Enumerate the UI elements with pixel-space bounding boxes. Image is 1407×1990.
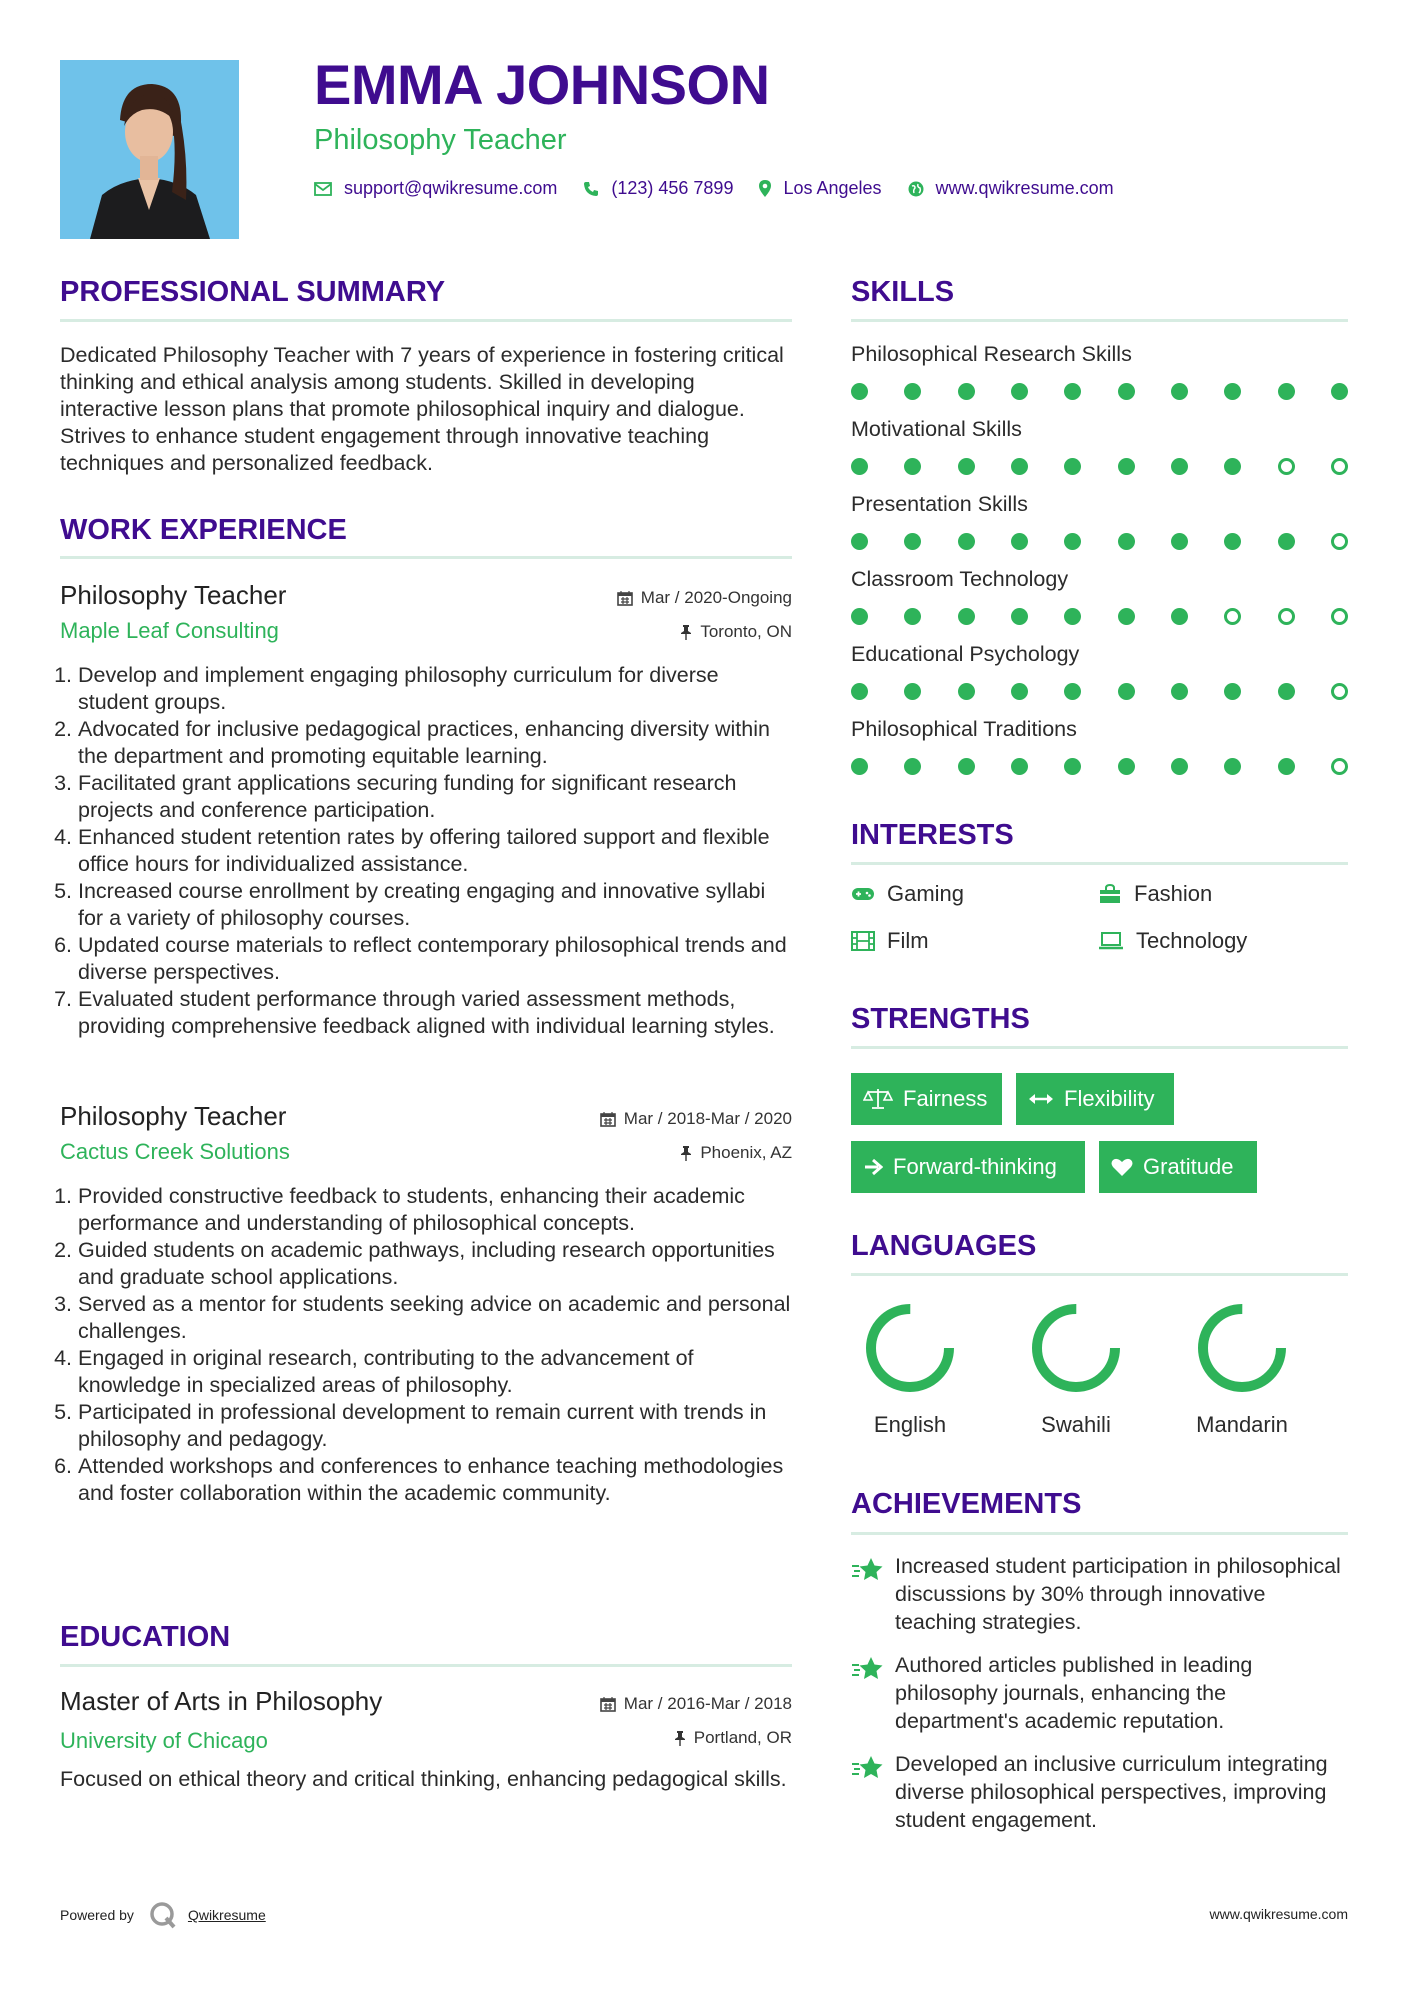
interest-label: Gaming <box>887 881 965 906</box>
skill-dot-filled <box>958 608 975 625</box>
skill-dot-filled <box>1224 458 1241 475</box>
candidate-role: Philosophy Teacher <box>314 124 567 156</box>
skill-dot-filled <box>1064 533 1081 550</box>
job-bullet: 2. Guided students on academic pathways, including research opportunities and graduate school applications. <box>78 1237 792 1291</box>
skill-dot-filled <box>1064 383 1081 400</box>
education-location <box>674 1728 792 1748</box>
skill-dot-filled <box>958 458 975 475</box>
star-icon-wrap <box>851 1651 895 1735</box>
star-icon-wrap <box>851 1750 895 1834</box>
skill-dot-filled <box>1224 533 1241 550</box>
skill-name: Presentation Skills <box>851 492 1028 516</box>
skill-dot-filled <box>1278 533 1295 550</box>
skill-dot-filled <box>904 533 921 550</box>
contact-email[interactable] <box>314 178 557 199</box>
strength-forward-thinking <box>851 1141 1085 1193</box>
skill-dot-filled <box>1011 383 1028 400</box>
interest-label: Fashion <box>1134 881 1213 906</box>
job-title: Philosophy Teacher <box>60 580 287 610</box>
skill-dot-filled <box>1171 458 1188 475</box>
star-icon <box>851 1655 885 1683</box>
footer-website[interactable]: www.qwikresume.com <box>1209 1906 1348 1922</box>
summary-heading: PROFESSIONAL SUMMARY <box>60 276 446 308</box>
skill-dot-filled <box>1011 683 1028 700</box>
arrows-h-icon <box>1028 1092 1054 1106</box>
skill-dot-filled <box>1064 458 1081 475</box>
star-icon <box>851 1556 885 1584</box>
job-bullet: 5. Participated in professional development to remain current with trends in philosophy and pedagogy. <box>78 1399 792 1453</box>
skill-dot-filled <box>1011 758 1028 775</box>
contact-email-text: support@qwikresume.com <box>344 178 558 198</box>
interests-rule <box>851 862 1348 865</box>
interest-label: Technology <box>1136 928 1248 953</box>
globe-icon <box>908 181 924 197</box>
skill-name: Philosophical Traditions <box>851 717 1077 741</box>
strength-label: Flexibility <box>1064 1086 1155 1111</box>
calendar-icon <box>600 1696 616 1712</box>
skill-dot-filled <box>904 608 921 625</box>
job-title: Philosophy Teacher <box>60 1101 287 1131</box>
achievements-rule <box>851 1532 1348 1535</box>
skill-name: Philosophical Research Skills <box>851 342 1132 366</box>
skill-dot-filled <box>1011 458 1028 475</box>
calendar-icon <box>600 1111 616 1127</box>
balance-scale-icon <box>863 1088 893 1110</box>
skill-dot-empty <box>1331 683 1348 700</box>
language-name: Mandarin <box>1196 1412 1288 1437</box>
language-progress-arc <box>1203 1309 1281 1387</box>
language-progress-arc <box>871 1309 949 1387</box>
languages-rule <box>851 1273 1348 1276</box>
star-icon-wrap <box>851 1552 895 1636</box>
skill-name: Classroom Technology <box>851 567 1069 591</box>
skill-dot-filled <box>851 608 868 625</box>
achievement-item <box>851 1552 1348 1636</box>
calendar-icon <box>617 590 633 606</box>
skill-rating <box>851 458 1348 475</box>
job-bullet: 3. Served as a mentor for students seeking advice on academic and personal challenges. <box>78 1291 792 1345</box>
job-bullet: 1. Provided constructive feedback to students, enhancing their academic performance and understanding of philosophical concepts. <box>78 1183 792 1237</box>
contact-location <box>759 178 881 199</box>
achievements-heading: ACHIEVEMENTS <box>851 1488 1082 1520</box>
skill-dot-filled <box>904 683 921 700</box>
language-item <box>1172 1300 1312 1438</box>
map-marker-icon <box>759 180 771 197</box>
skill-dot-empty <box>1278 458 1295 475</box>
strength-flexibility <box>1016 1073 1174 1125</box>
skill-dot-filled <box>958 683 975 700</box>
skill-dot-filled <box>851 458 868 475</box>
language-item <box>840 1300 980 1438</box>
strengths-rule <box>851 1046 1348 1049</box>
language-progress-arc <box>1037 1309 1115 1387</box>
language-progress-ring <box>1028 1300 1124 1396</box>
skill-name: Educational Psychology <box>851 642 1080 666</box>
skill-dot-filled <box>1224 683 1241 700</box>
skill-dot-filled <box>958 533 975 550</box>
job-dates <box>617 588 792 608</box>
education-dates <box>600 1694 792 1714</box>
contact-website[interactable] <box>908 178 1114 199</box>
candidate-name: EMMA JOHNSON <box>314 53 770 116</box>
job-bullet: 3. Facilitated grant applications securing funding for significant research projects and conference participation. <box>78 770 792 824</box>
bag-icon <box>1098 884 1122 904</box>
strength-label: Gratitude <box>1143 1154 1234 1179</box>
skill-dot-filled <box>1064 758 1081 775</box>
phone-icon <box>583 181 599 197</box>
language-item <box>1006 1300 1146 1438</box>
job-location-text: Toronto, ON <box>700 622 792 641</box>
pushpin-icon <box>680 1145 692 1161</box>
skill-dot-filled <box>1278 383 1295 400</box>
skill-dot-filled <box>851 683 868 700</box>
interest-film <box>851 928 929 954</box>
job-dates-text: Mar / 2018-Mar / 2020 <box>623 1109 792 1128</box>
job-location <box>680 1143 792 1163</box>
skill-rating <box>851 683 1348 700</box>
language-name: English <box>873 1412 947 1437</box>
skill-dot-filled <box>1171 608 1188 625</box>
skill-dot-filled <box>1118 458 1135 475</box>
achievement-text: Developed an inclusive curriculum integrating diverse philosophical perspectives, improving student engagement. <box>895 1752 1328 1832</box>
skill-dot-filled <box>1171 383 1188 400</box>
skill-dot-filled <box>1118 683 1135 700</box>
skill-dot-filled <box>1064 683 1081 700</box>
contact-location-text: Los Angeles <box>783 178 882 198</box>
skill-dot-filled <box>851 758 868 775</box>
skill-dot-filled <box>1011 608 1028 625</box>
skill-dot-empty <box>1224 608 1241 625</box>
skill-dot-filled <box>851 383 868 400</box>
profile-photo <box>60 60 239 239</box>
contact-bar <box>314 178 1140 199</box>
qwikresume-logo-icon <box>148 1900 178 1930</box>
arrow-right-icon <box>863 1158 883 1176</box>
powered-by-text: Powered by <box>60 1907 134 1923</box>
contact-phone-text: (123) 456 7899 <box>611 178 734 198</box>
experience-heading: WORK EXPERIENCE <box>60 514 347 546</box>
skill-dot-filled <box>851 533 868 550</box>
job-bullets <box>60 1183 792 1507</box>
qwikresume-link[interactable]: Qwikresume <box>187 1907 266 1923</box>
achievement-text: Authored articles published in leading philosophy journals, enhancing the department's academic reputation. <box>895 1653 1253 1733</box>
education-rule <box>60 1664 792 1667</box>
language-progress-ring <box>862 1300 958 1396</box>
job-company: Cactus Creek Solutions <box>60 1139 290 1164</box>
interest-technology <box>1098 928 1247 954</box>
strength-gratitude <box>1099 1141 1257 1193</box>
skill-dot-filled <box>904 758 921 775</box>
skill-dot-filled <box>1011 533 1028 550</box>
job-dates <box>600 1109 792 1129</box>
degree-title: Master of Arts in Philosophy <box>60 1686 383 1716</box>
strength-label: Fairness <box>903 1086 988 1111</box>
experience-rule <box>60 556 792 559</box>
job-bullet: 1. Develop and implement engaging philosophy curriculum for diverse student groups. <box>78 662 792 716</box>
achievement-item <box>851 1750 1348 1834</box>
job-dates-text: Mar / 2020-Ongoing <box>640 588 792 607</box>
school-name: University of Chicago <box>60 1728 268 1753</box>
skill-dot-filled <box>1278 683 1295 700</box>
skill-dot-empty <box>1331 608 1348 625</box>
job-bullets <box>60 662 792 1040</box>
education-description: Focused on ethical theory and critical thinking, enhancing pedagogical skills. <box>60 1767 787 1791</box>
contact-phone[interactable] <box>583 178 733 199</box>
job-bullet: 6. Updated course materials to reflect contemporary philosophical trends and diverse perspectives. <box>78 932 792 986</box>
strength-label: Forward-thinking <box>893 1154 1057 1179</box>
heart-icon <box>1111 1157 1133 1177</box>
skill-dot-filled <box>1118 758 1135 775</box>
achievement-item <box>851 1651 1348 1735</box>
gamepad-icon <box>851 886 875 902</box>
contact-website-text: www.qwikresume.com <box>935 178 1114 198</box>
skill-dot-filled <box>1118 533 1135 550</box>
skills-heading: SKILLS <box>851 276 955 308</box>
skill-rating <box>851 608 1348 625</box>
skill-dot-empty <box>1331 458 1348 475</box>
interests-heading: INTERESTS <box>851 819 1014 851</box>
education-heading: EDUCATION <box>60 1621 231 1653</box>
skill-dot-filled <box>1118 608 1135 625</box>
skill-rating <box>851 758 1348 775</box>
job-company: Maple Leaf Consulting <box>60 618 279 643</box>
skill-dot-filled <box>1171 758 1188 775</box>
job-bullet: 7. Evaluated student performance through varied assessment methods, providing comprehensive feedback aligned with individual learning styles. <box>78 986 792 1040</box>
skill-dot-filled <box>1171 533 1188 550</box>
job-bullet: 6. Attended workshops and conferences to enhance teaching methodologies and foster collaboration within the academic community. <box>78 1453 792 1507</box>
film-icon <box>851 931 875 951</box>
strengths-heading: STRENGTHS <box>851 1003 1030 1035</box>
footer-powered-by <box>60 1900 266 1930</box>
skills-rule <box>851 319 1348 322</box>
skill-dot-empty <box>1278 608 1295 625</box>
language-name: Swahili <box>1041 1412 1111 1437</box>
interest-label: Film <box>887 928 929 953</box>
pushpin-icon <box>680 624 692 640</box>
skill-dot-filled <box>904 383 921 400</box>
skill-dot-filled <box>1118 383 1135 400</box>
skill-dot-filled <box>1064 608 1081 625</box>
languages-heading: LANGUAGES <box>851 1230 1037 1262</box>
skill-dot-filled <box>1224 758 1241 775</box>
star-icon <box>851 1754 885 1782</box>
skill-dot-filled <box>1331 383 1348 400</box>
skill-dot-empty <box>1331 533 1348 550</box>
interest-gaming <box>851 881 964 907</box>
skill-dot-filled <box>1224 383 1241 400</box>
strength-fairness <box>851 1073 1002 1125</box>
job-bullet: 2. Advocated for inclusive pedagogical practices, enhancing diversity within the department and promoting equitable learning. <box>78 716 792 770</box>
skill-rating <box>851 383 1348 400</box>
summary-rule <box>60 319 792 322</box>
education-dates-text: Mar / 2016-Mar / 2018 <box>623 1694 792 1713</box>
skill-dot-filled <box>958 383 975 400</box>
achievement-text: Increased student participation in philosophical discussions by 30% through innovative teaching strategies. <box>895 1554 1341 1634</box>
skill-dot-filled <box>958 758 975 775</box>
skill-dot-empty <box>1331 758 1348 775</box>
skill-dot-filled <box>1171 683 1188 700</box>
summary-text: Dedicated Philosophy Teacher with 7 years of experience in fostering critical thinking and ethical analysis among students. Skilled in developing interactive lesson plans that promote philosophical inquiry and dialogue. Strives to enhance student engagement through innovative teaching techniques and personalized feedback. <box>60 343 784 475</box>
interest-fashion <box>1098 881 1212 907</box>
skill-dot-filled <box>1278 758 1295 775</box>
laptop-icon <box>1098 932 1124 950</box>
job-bullet: 4. Enhanced student retention rates by offering tailored support and flexible office hours for individualized assistance. <box>78 824 792 878</box>
language-progress-ring <box>1194 1300 1290 1396</box>
skill-name: Motivational Skills <box>851 417 1022 441</box>
pushpin-icon <box>674 1730 686 1746</box>
envelope-icon <box>314 182 332 196</box>
skill-dot-filled <box>904 458 921 475</box>
job-bullet: 4. Engaged in original research, contributing to the advancement of knowledge in specialized areas of philosophy. <box>78 1345 792 1399</box>
skill-rating <box>851 533 1348 550</box>
job-location <box>680 622 792 642</box>
education-location-text: Portland, OR <box>693 1728 792 1747</box>
job-location-text: Phoenix, AZ <box>700 1143 792 1162</box>
job-bullet: 5. Increased course enrollment by creating engaging and innovative syllabi for a variety of philosophy courses. <box>78 878 792 932</box>
